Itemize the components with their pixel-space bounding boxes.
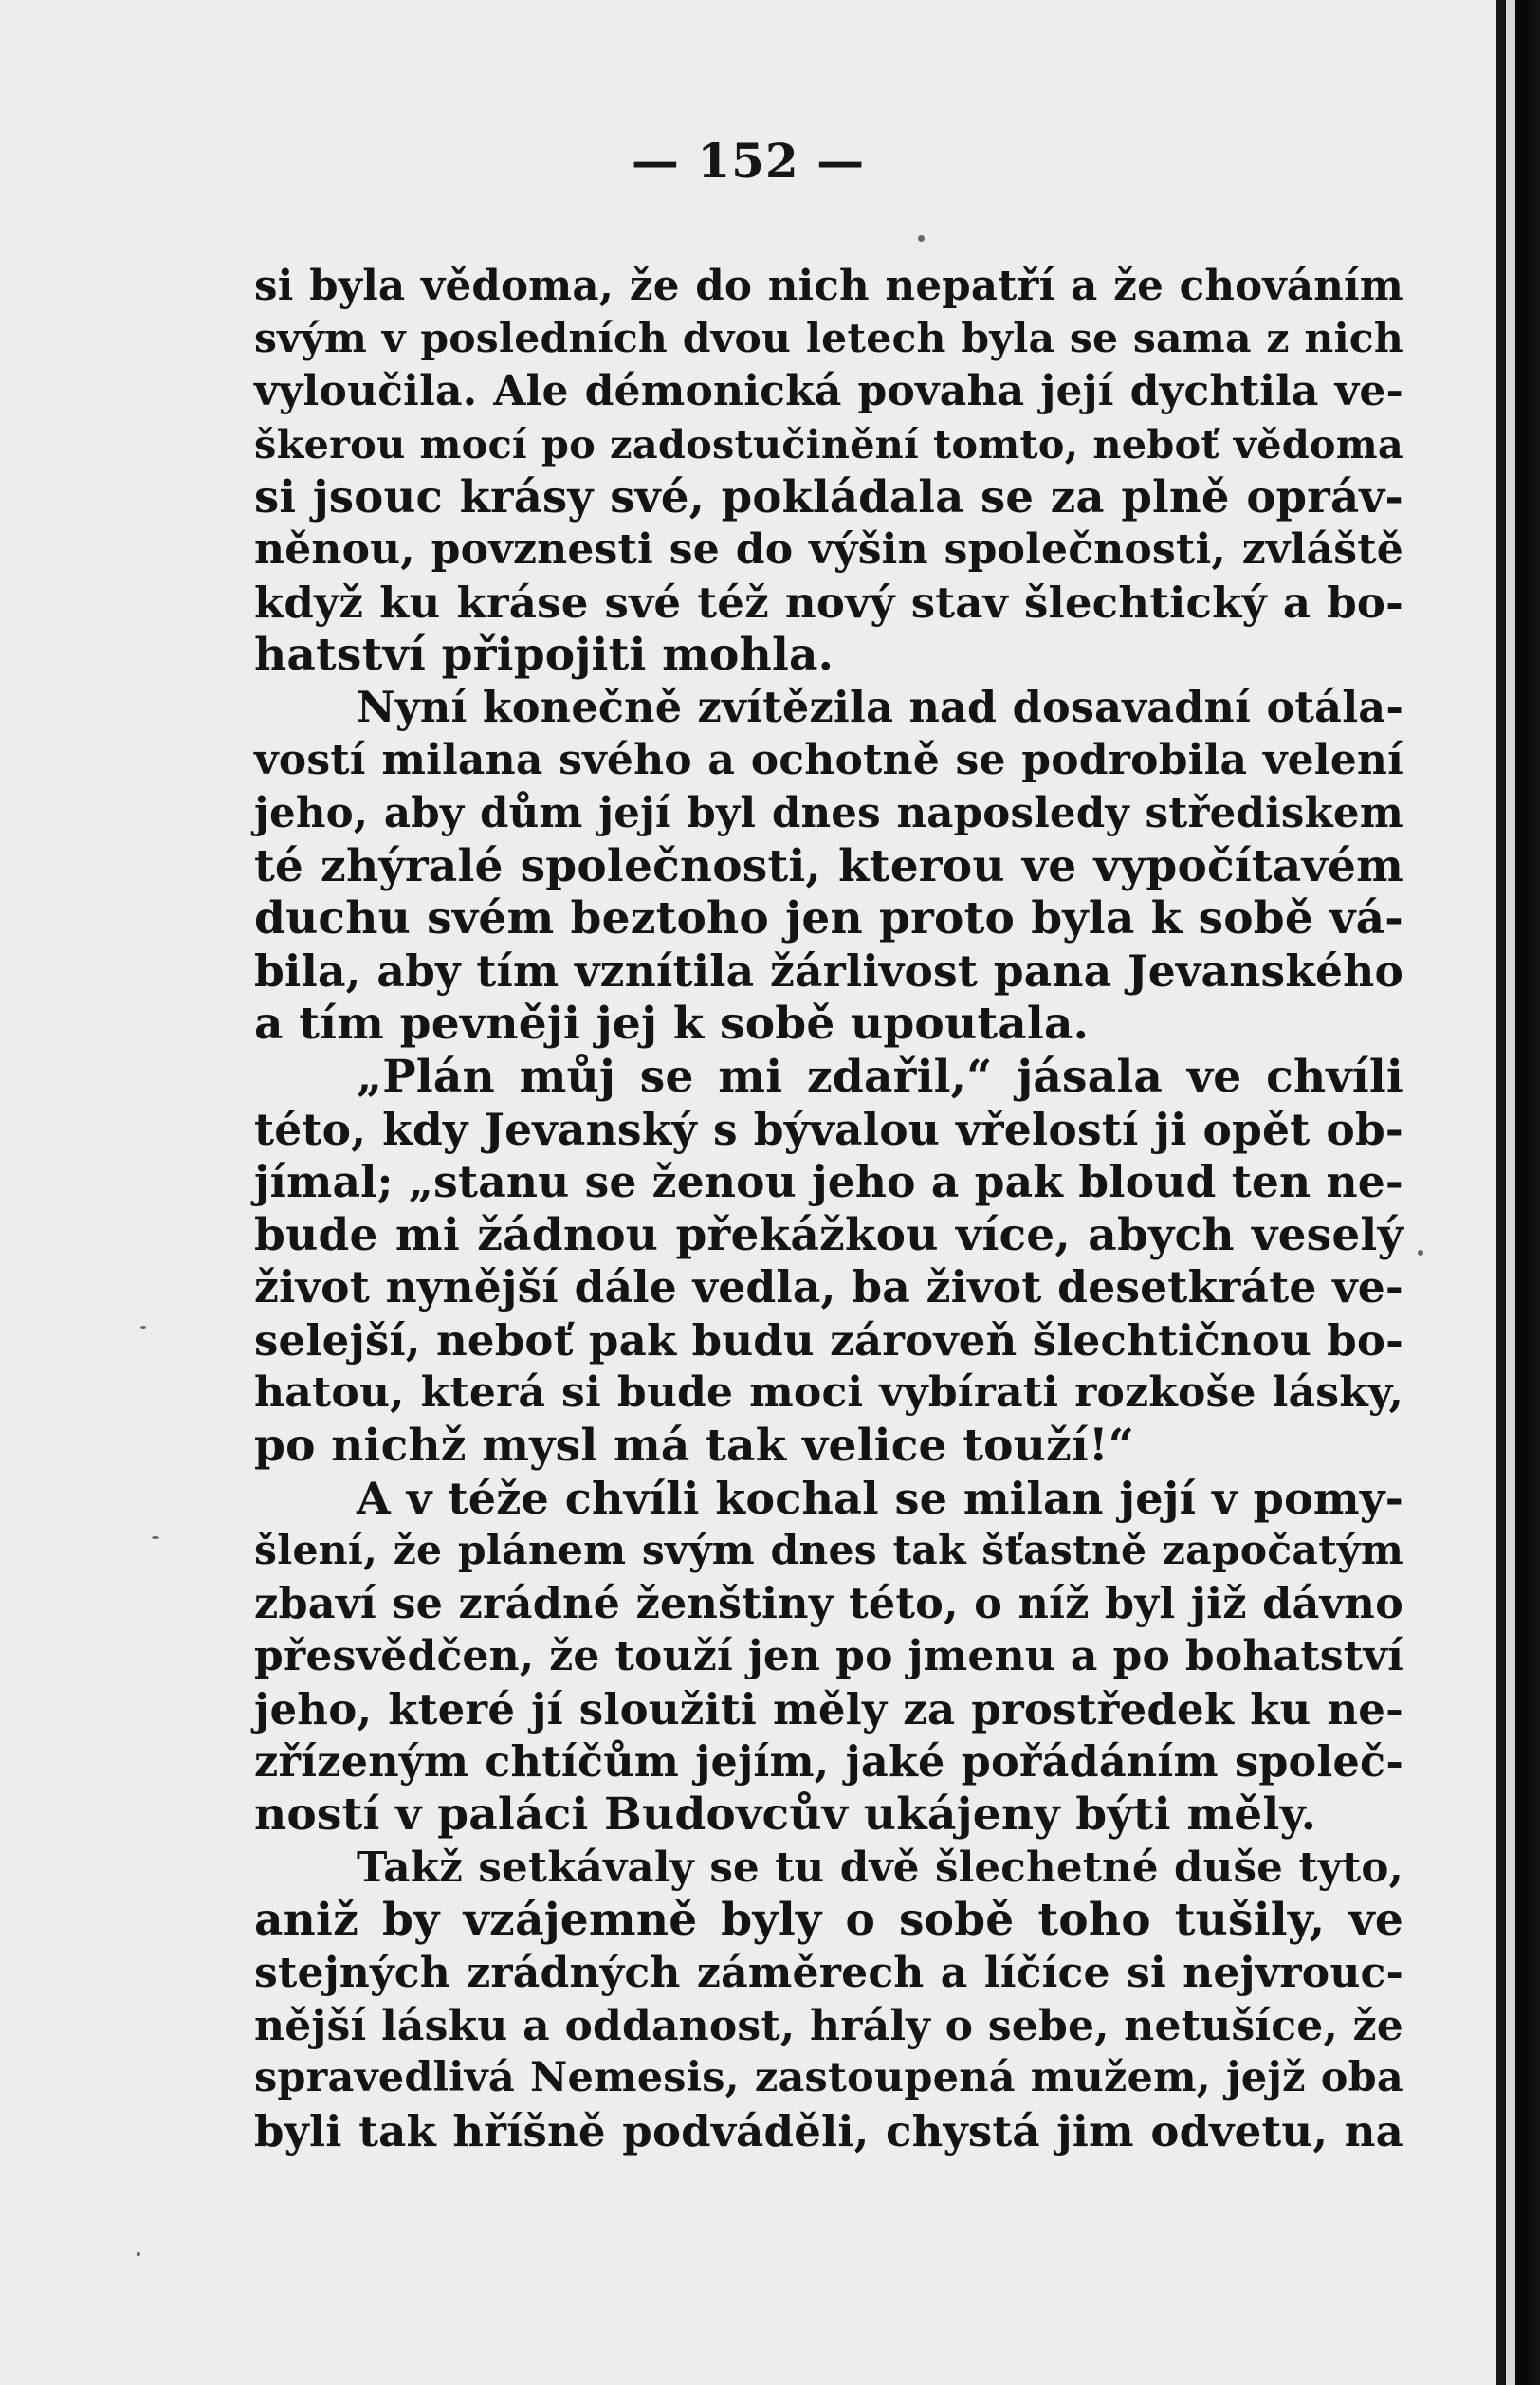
text-line: byli tak hříšně podváděli, chystá jim odvetu, na <box>254 2105 1403 2156</box>
print-speck <box>152 1536 159 1539</box>
text-line: si jsouc krásy své, pokládala se za plně opráv- <box>254 470 1403 523</box>
text-line: šlení, že plánem svým dnes tak šťastně započatým <box>254 1527 1403 1575</box>
text-line: zřízeným chtíčům jejím, jaké pořádáním společ- <box>254 1736 1403 1787</box>
text-line: něnou, povznesti se do výšin společnosti, zvláště <box>254 524 1403 574</box>
text-line: A v téže chvíli kochal se milan její v pomy- <box>357 1472 1403 1524</box>
text-line: duchu svém beztoho jen proto byla k sobě vá- <box>254 892 1403 945</box>
text-line: této, kdy Jevanský s bývalou vřelostí ji opět ob- <box>254 1103 1403 1155</box>
text-line: zbaví se zrádné ženštiny této, o níž byl již dávno <box>254 1578 1403 1628</box>
text-line: stejných zrádných záměrech a líčíce si nejvrouc- <box>254 1949 1403 1997</box>
print-speck <box>137 2252 140 2256</box>
text-line: ností v paláci Budovcův ukájeny býti měly. <box>254 1789 1317 1842</box>
text-line: selejší, neboť pak budu zároveň šlechtičnou bo- <box>254 1314 1403 1366</box>
adjacent-page-edge <box>1506 0 1515 2385</box>
text-line: život nynější dále vedla, ba život desetkráte ve- <box>254 1261 1403 1313</box>
text-line: nější lásku a oddanost, hrály o sebe, netušíce, že <box>254 2001 1403 2050</box>
body-text <box>254 260 1403 2157</box>
text-line: škerou mocí po zadostučinění tomto, neboť vědoma <box>254 420 1403 468</box>
print-speck <box>918 235 925 242</box>
text-line: „Plán můj se mi zdařil,“ jásala ve chvíli <box>357 1050 1403 1103</box>
text-line: po nichž mysl má tak velice touží!“ <box>254 1420 1135 1473</box>
text-line: spravedlivá Nemesis, zastoupená mužem, jejž oba <box>254 2054 1403 2102</box>
binding-shadow <box>1496 0 1540 2385</box>
text-line: Nyní konečně zvítězila nad dosavadní otála- <box>357 682 1403 732</box>
text-line: bila, aby tím vznítila žárlivost pana Jevanského <box>254 945 1403 997</box>
text-line: aniž by vzájemně byly o sobě toho tušily, ve <box>254 1894 1403 1947</box>
print-speck <box>1418 1250 1423 1256</box>
text-line: jeho, aby dům její byl dnes naposledy střediskem <box>254 788 1403 837</box>
text-line: bude mi žádnou překážkou více, abych veselý <box>254 1208 1403 1261</box>
text-line: hatou, která si bude moci vybírati rozkoše lásky, <box>254 1368 1403 1418</box>
page-number: — 152 — <box>631 133 866 189</box>
text-line: jeho, které jí sloužiti měly za prostředek ku ne- <box>254 1684 1403 1735</box>
text-line: si byla vědoma, že do nich nepatří a že chováním <box>254 262 1403 310</box>
text-line: jímal; „stanu se ženou jeho a pak bloud ten ne- <box>254 1156 1403 1208</box>
text-line: vyloučila. Ale démonická povaha její dychtila ve- <box>254 367 1403 416</box>
text-line: přesvědčen, že touží jen po jmenu a po bohatství <box>254 1632 1403 1681</box>
text-line: té zhýralé společnosti, kterou ve vypočítavém <box>254 839 1403 892</box>
text-line: hatství připojiti mohla. <box>254 629 834 682</box>
text-line: svým v posledních dvou letech byla se sama z nich <box>254 314 1403 362</box>
text-line: vostí milana svého a ochotně se podrobila velení <box>254 736 1403 785</box>
text-line: Takž setkávaly se tu dvě šlechetné duše tyto, <box>357 1843 1403 1892</box>
text-line: když ku kráse své též nový stav šlechtický a bo- <box>254 577 1403 628</box>
text-line: a tím pevněji jej k sobě upoutala. <box>254 998 1090 1051</box>
print-speck <box>140 1326 146 1329</box>
